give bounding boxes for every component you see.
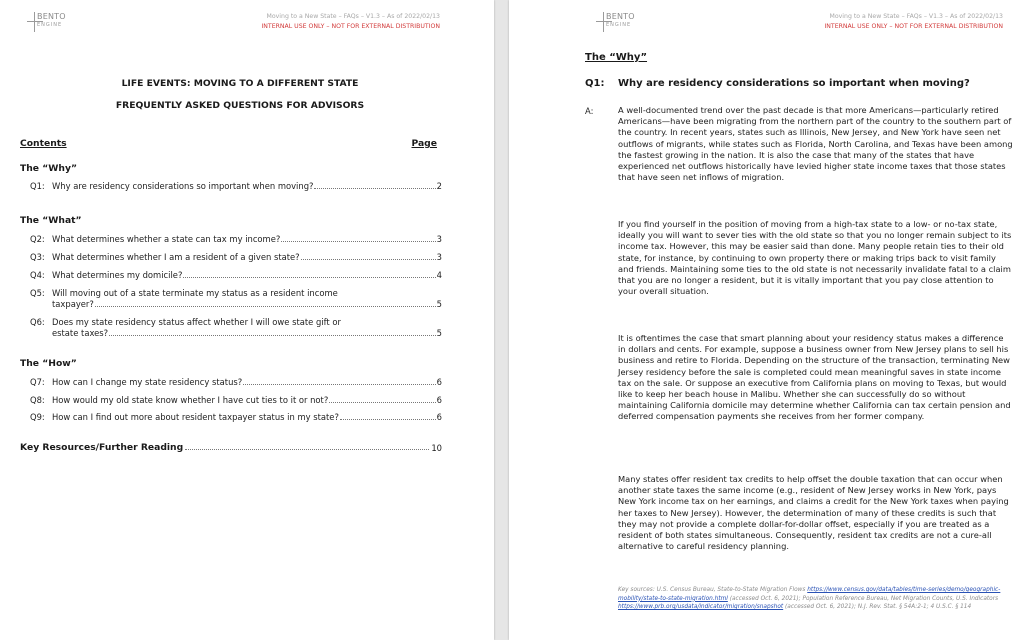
header-meta: Moving to a New State – FAQs – V1.3 – As of 2022/02/13 (829, 13, 1003, 20)
header-warning: INTERNAL USE ONLY – NOT FOR EXTERNAL DISTRIBUTION (261, 23, 440, 30)
contents-label: Contents (20, 138, 67, 149)
sources-text: (accessed Oct. 6, 2021); Population Reference Bureau, Net Migration Counts, U.S. Indicators (727, 595, 999, 602)
toc-entry-number: Q6: (30, 317, 45, 327)
toc-entry-page: 3 (436, 252, 442, 262)
toc-entry-number: Q3: (30, 252, 45, 262)
toc-entry-page: 2 (436, 181, 442, 191)
toc-entry-page: 5 (436, 328, 442, 338)
toc-entry-page: 6 (436, 412, 442, 422)
toc-entry-number: Q7: (30, 377, 45, 387)
toc-entry-q8[interactable] (30, 395, 442, 406)
document-title: LIFE EVENTS: MOVING TO A DIFFERENT STATE (121, 78, 359, 89)
toc-entry-text: What determines my domicile? (52, 270, 183, 280)
page-left (0, 0, 494, 640)
toc-entry-q2[interactable] (30, 234, 442, 245)
key-resources-label: Key Resources/Further Reading (20, 442, 184, 453)
header-meta: Moving to a New State – FAQs – V1.3 – As of 2022/02/13 (266, 13, 440, 20)
page-right (509, 0, 1024, 640)
logo-sub: ENGINE (606, 22, 632, 28)
toc-entry-q9[interactable] (30, 412, 442, 423)
answer-paragraph: Many states offer resident tax credits to help offset the double taxation that can occur when another state taxes the same income (e.g., resident of New Jersey works in New York, pays New York income tax on her earnings, and claims a credit for the New York taxes when paying her taxes to New Jersey). However, the determination of many of these credits is such that they may not provide a complete dollar-for-dollar offset, especially if you are treated as a resident of both states simultaneous. Consequently, resident tax credits are not a cure-all alternative to careful residency planning. (618, 474, 1009, 552)
page-header (803, 12, 1003, 32)
toc-entry-q6[interactable] (30, 317, 442, 339)
toc-entry-text: Why are residency considerations so important when moving? (52, 181, 314, 191)
census-link[interactable]: https://www.census.gov/data/tables/time-series/demo/geographic-mobility/state-to-state-migration.html (618, 587, 1001, 602)
bento-logo (27, 12, 67, 34)
toc-entry-number: Q1: (30, 181, 45, 191)
logo-sub: ENGINE (37, 22, 63, 28)
toc-entry-text: Does my state residency status affect whether I will owe state gift or (52, 317, 341, 327)
toc-entry-text: How can I find out more about resident taxpayer status in my state? (52, 412, 339, 422)
sources-text: Key sources: U.S. Census Bureau, State-to-State Migration Flows (618, 587, 808, 593)
page-header (240, 12, 440, 32)
answer-paragraph: A well-documented trend over the past decade is that more Americans—particularly retired Americans—have been migrating from the northern part of the country to the southern part of the country. In recent years, states such as Illinois, New Jersey, and New York have seen net outflows of migrants, while states such as Florida, North Carolina, and Texas have been among the fastest growing in the nation. It is also the case that many of the states that have experienced net outflows historically have levied higher state income taxes that those states that have seen net inflows of migration. (618, 105, 1013, 183)
toc-entry-q5[interactable] (30, 288, 442, 310)
toc-entry-page: 4 (436, 270, 442, 280)
toc-entry-text: What determines whether I am a resident of a given state? (52, 252, 300, 262)
section-heading: The “Why” (585, 52, 648, 63)
toc-entry-number: Q2: (30, 234, 45, 244)
toc-section-how: The “How” (20, 358, 77, 369)
toc-entry-number: Q9: (30, 412, 45, 422)
bento-logo (596, 12, 636, 34)
sources-text: (accessed Oct. 6, 2021); N.J. Rev. Stat. § 54A:2-1; 4 U.S.C. § 114 (783, 604, 972, 611)
document-subtitle: FREQUENTLY ASKED QUESTIONS FOR ADVISORS (115, 100, 365, 111)
toc-entry-text: What determines whether a state can tax my income? (52, 234, 281, 244)
toc-entry-number: Q4: (30, 270, 45, 280)
question-label: Q1: (585, 78, 605, 89)
toc-entry-q7[interactable] (30, 377, 442, 388)
toc-entry-q3[interactable] (30, 252, 442, 263)
toc-entry-key-resources[interactable] (20, 442, 442, 453)
page-label: Page (411, 138, 437, 149)
toc-section-what: The “What” (20, 215, 82, 226)
answer-label: A: (585, 106, 594, 116)
toc-entry-text: Will moving out of a state terminate my status as a resident income (52, 288, 338, 298)
header-warning: INTERNAL USE ONLY – NOT FOR EXTERNAL DISTRIBUTION (824, 23, 1003, 30)
answer-paragraph: It is oftentimes the case that smart planning about your residency status makes a difference in dollars and cents. For example, suppose a business owner from New Jersey plans to sell his business and retire to Florida. Depending on the structure of the transaction, terminating New Jersey residency before the sale is completed could mean meaningful saves in state income tax on the sale. Or suppose an executive from California plans on moving to Texas, but would like to keep her beach house in Malibu. Whether she can successfully do so without maintaining California domicile may determine whether California can tax certain pension and deferred compensation payments she receives from her former company. (618, 333, 1011, 422)
toc-entry-text-cont: estate taxes? (52, 328, 109, 338)
logo-name: BENTO (37, 12, 66, 21)
toc-entry-page: 5 (436, 299, 442, 309)
question-text: Why are residency considerations so important when moving? (618, 78, 970, 89)
answer-paragraph: If you find yourself in the position of moving from a high-tax state to a low- or no-tax state, ideally you will want to sever ties with the old state so that you no longer remain subject to its income tax. However, this may be easier said than done. Many people retain ties to their old state, for instance, by continuing to own property there or making trips back to visit family and friends. Maintaining some ties to the old state is not necessarily invalidate fatal to a claim that you are no longer a resident, but it is vitally important that you pay close attention to your overall situation. (618, 219, 1012, 297)
toc-entry-q1[interactable] (30, 181, 442, 192)
toc-entry-page: 3 (436, 234, 442, 244)
key-resources-page: 10 (431, 443, 442, 453)
toc-entry-number: Q8: (30, 395, 45, 405)
toc-entry-page: 6 (436, 395, 442, 405)
toc-section-why: The “Why” (20, 163, 77, 174)
toc-entry-text-cont: taxpayer? (52, 299, 94, 309)
toc-entry-number: Q5: (30, 288, 45, 298)
document-titles (20, 78, 460, 122)
prb-link[interactable]: https://www.prb.org/usdata/indicator/migration/snapshot (618, 604, 784, 611)
toc-entry-page: 6 (436, 377, 442, 387)
toc-header (20, 138, 437, 149)
toc-entry-text: How can I change my state residency status? (52, 377, 243, 387)
key-sources-footnote (618, 586, 1010, 612)
toc-entry-q4[interactable] (30, 270, 442, 281)
logo-name: BENTO (606, 12, 635, 21)
toc-entry-text: How would my old state know whether I have cut ties to it or not? (52, 395, 329, 405)
